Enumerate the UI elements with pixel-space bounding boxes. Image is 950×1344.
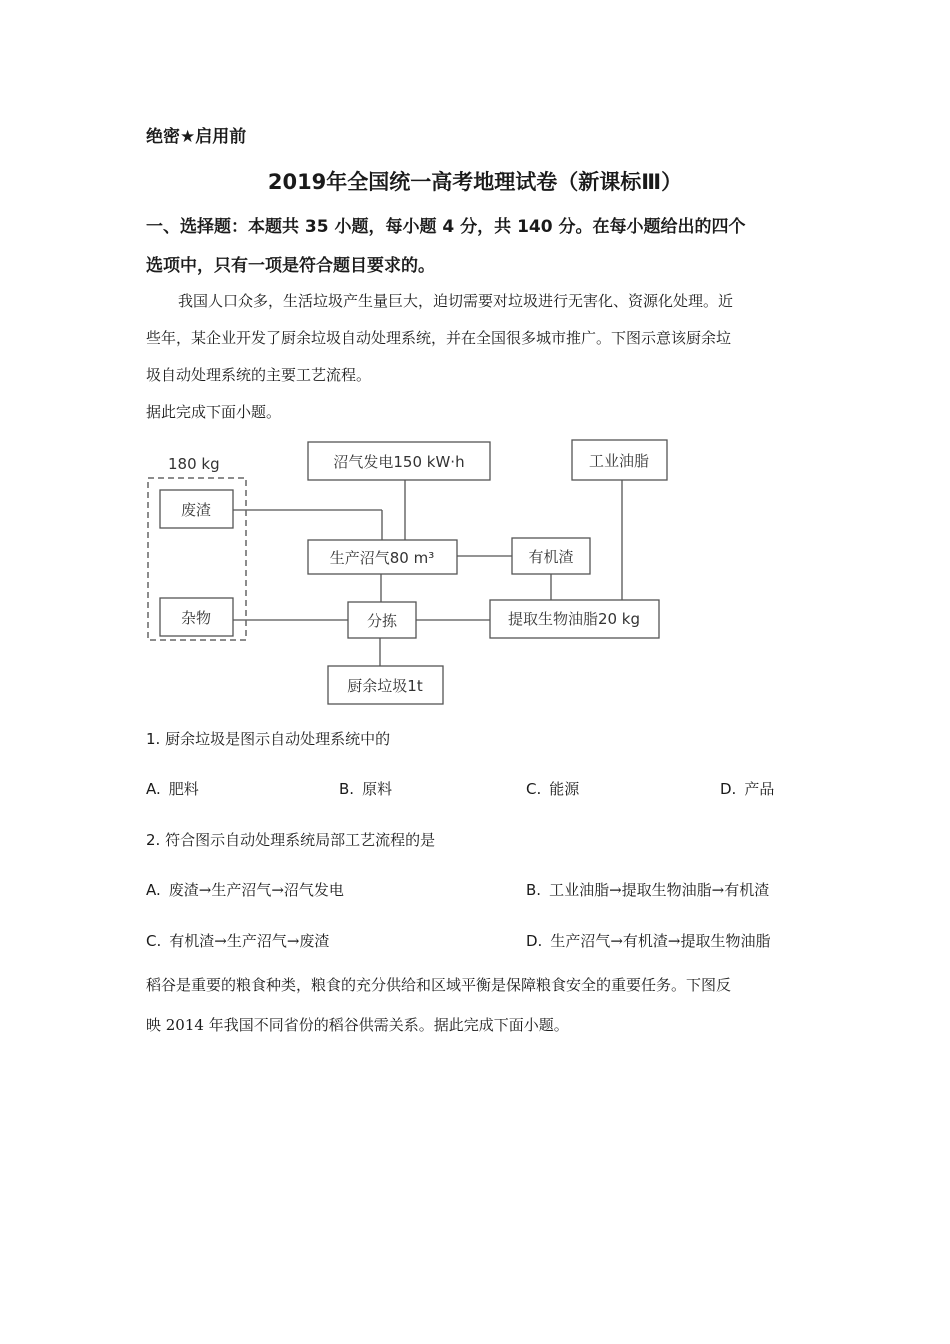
q1-option-a[interactable]	[146, 778, 199, 799]
passage2-line2: 映 2014 年我国不同省份的稻谷供需关系。据此完成下面小题。	[146, 1016, 569, 1034]
confidential-label: 绝密★启用前	[146, 127, 247, 147]
q1-option-c-text: 能源	[549, 780, 580, 798]
passage1-line1: 我国人口众多，生活垃圾产生量巨大，迫切需要对垃圾进行无害化、资源化处理。近	[178, 292, 734, 310]
q2-option-d-letter: D.	[526, 932, 543, 950]
question-2-stem: 符合图示自动处理系统局部工艺流程的是	[165, 831, 436, 849]
q1-option-d-letter: D.	[720, 780, 737, 798]
q2-option-b-letter: B.	[526, 881, 542, 899]
q2-option-d-text: 生产沼气→有机渣→提取生物油脂	[550, 932, 771, 950]
node-industrial-oil: 工业油脂	[588, 452, 650, 470]
q2-option-a[interactable]	[146, 879, 344, 900]
section-heading-line1: 一、选择题：本题共 35 小题，每小题 4 分，共 140 分。在每小题给出的四个	[146, 217, 746, 237]
node-biogas-production: 生产沼气80 m³	[329, 549, 435, 567]
process-flow-diagram	[140, 430, 680, 710]
section-heading-line2: 选项中，只有一项是符合题目要求的。	[146, 256, 435, 276]
q2-option-c-text: 有机渣→生产沼气→废渣	[169, 932, 330, 950]
passage2-line1: 稻谷是重要的粮食种类，粮食的充分供给和区域平衡是保障粮食安全的重要任务。下图反	[146, 976, 732, 994]
question-1	[146, 728, 390, 749]
node-waste-residue: 废渣	[180, 501, 212, 519]
question-2-number: 2.	[146, 831, 161, 849]
q2-option-b-text: 工业油脂→提取生物油脂→有机渣	[549, 881, 770, 899]
node-impurities: 杂物	[180, 609, 212, 627]
q2-option-a-text: 废渣→生产沼气→沼气发电	[168, 881, 344, 899]
group-weight-label: 180 kg	[168, 455, 220, 473]
node-organic-residue: 有机渣	[528, 548, 574, 566]
q1-option-c[interactable]	[526, 778, 579, 799]
q2-option-d[interactable]	[526, 930, 770, 951]
node-biogas-power: 沼气发电150 kW·h	[333, 453, 465, 471]
q1-option-a-letter: A.	[146, 780, 161, 798]
q1-option-d[interactable]	[720, 778, 774, 799]
q2-option-b[interactable]	[526, 879, 769, 900]
node-kitchen-waste: 厨余垃圾1t	[347, 677, 423, 695]
q2-option-c[interactable]	[146, 930, 329, 951]
q1-option-d-text: 产品	[744, 780, 775, 798]
q1-option-b[interactable]	[339, 778, 392, 799]
node-bio-oil: 提取生物油脂20 kg	[507, 610, 641, 628]
question-2	[146, 829, 435, 850]
passage1-line2: 些年，某企业开发了厨余垃圾自动处理系统，并在全国很多城市推广。下图示意该厨余垃	[146, 329, 732, 347]
question-1-stem: 厨余垃圾是图示自动处理系统中的	[165, 730, 391, 748]
question-1-number: 1.	[146, 730, 161, 748]
q1-option-c-letter: C.	[526, 780, 542, 798]
q2-option-c-letter: C.	[146, 932, 162, 950]
passage1-line3: 圾自动处理系统的主要工艺流程。	[146, 366, 372, 384]
q1-option-b-letter: B.	[339, 780, 355, 798]
q1-option-b-text: 原料	[362, 780, 393, 798]
passage1-instruction: 据此完成下面小题。	[146, 403, 282, 421]
node-sorting: 分拣	[366, 612, 398, 630]
q2-option-a-letter: A.	[146, 881, 161, 899]
q1-option-a-text: 肥料	[168, 780, 199, 798]
exam-title: 2019年全国统一高考地理试卷（新课标Ⅲ）	[267, 170, 683, 194]
